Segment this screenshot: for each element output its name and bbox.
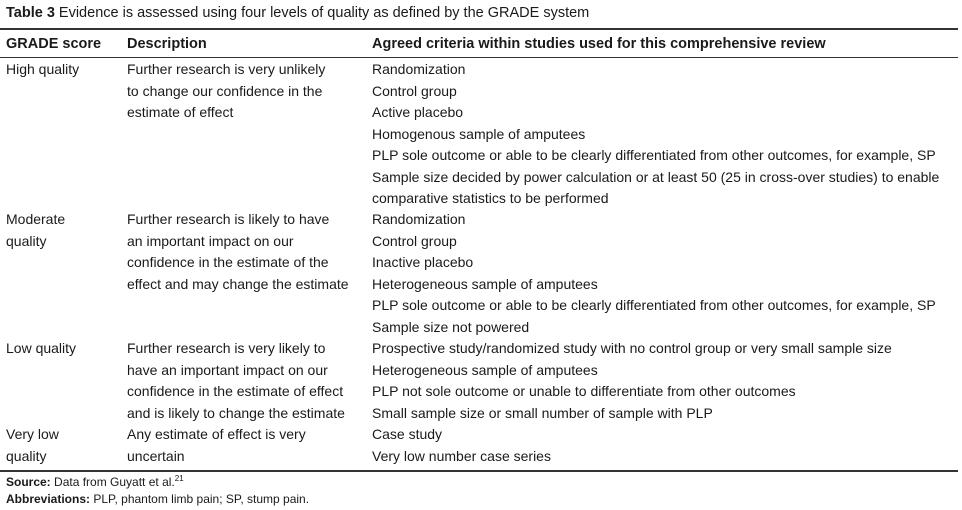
row-low-criteria xyxy=(372,338,892,424)
row-low-score xyxy=(6,338,76,360)
abbreviations-text: PLP, phantom limb pain; SP, stump pain. xyxy=(90,492,310,506)
criteria-line: Heterogeneous sample of amputees xyxy=(372,361,598,378)
criteria-line: Control group xyxy=(372,232,457,249)
criteria-line: PLP sole outcome or able to be clearly differentiated from other outcomes, for example, SP xyxy=(372,147,936,163)
row-high-score xyxy=(6,59,79,81)
criteria-line: Prospective study/randomized study with no control group or very small sample size xyxy=(372,340,892,356)
description-line: to change our confidence in the xyxy=(127,82,323,99)
header-grade-score: GRADE score xyxy=(6,36,102,52)
score-line: Moderate xyxy=(6,211,66,227)
criteria-line: PLP sole outcome or able to be clearly differentiated from other outcomes, for example, SP xyxy=(372,297,936,313)
score-line: quality xyxy=(6,232,47,249)
criteria-line: Heterogeneous sample of amputees xyxy=(372,275,598,292)
table-caption xyxy=(6,3,589,23)
row-moderate-criteria xyxy=(372,209,936,338)
table-header-rule xyxy=(0,57,958,58)
score-line: quality xyxy=(6,447,47,464)
criteria-line: Very low number case series xyxy=(372,447,551,464)
description-line: effect and may change the estimate xyxy=(127,275,349,292)
table-caption-label: Table 3 xyxy=(6,5,55,21)
table-caption-text: Evidence is assessed using four levels of quality as defined by the GRADE system xyxy=(54,5,590,21)
row-very-low-criteria xyxy=(372,424,551,467)
criteria-line: Control group xyxy=(372,82,457,99)
description-line: confidence in the estimate of effect xyxy=(127,383,344,399)
header-description: Description xyxy=(127,36,207,52)
criteria-line: Randomization xyxy=(372,61,466,77)
row-moderate-description xyxy=(127,209,349,295)
description-line: Further research is very likely to xyxy=(127,340,326,356)
description-line: uncertain xyxy=(127,447,185,464)
row-high-description xyxy=(127,59,325,124)
table-bottom-rule xyxy=(0,470,958,472)
row-low-description xyxy=(127,338,345,424)
row-high-criteria xyxy=(372,59,939,210)
score-line: High quality xyxy=(6,61,80,77)
score-line: Low quality xyxy=(6,340,77,356)
description-line: an important impact on our xyxy=(127,232,294,249)
row-very-low-score xyxy=(6,424,59,467)
source-label: Source: xyxy=(6,475,51,489)
description-line: and is likely to change the estimate xyxy=(127,404,345,421)
description-line: have an important impact on our xyxy=(127,361,328,378)
description-line: Any estimate of effect is very xyxy=(127,426,306,442)
criteria-line: Sample size not powered xyxy=(372,318,530,335)
criteria-line: Sample size decided by power calculation or at least 50 (25 in cross-over studies) to enable xyxy=(372,168,940,185)
description-line: confidence in the estimate of the xyxy=(127,254,329,270)
criteria-line: PLP not sole outcome or unable to differentiate from other outcomes xyxy=(372,383,796,399)
row-very-low-description xyxy=(127,424,306,467)
table-source-note xyxy=(6,474,184,490)
description-line: Further research is likely to have xyxy=(127,211,330,227)
criteria-line: comparative statistics to be performed xyxy=(372,190,609,206)
criteria-line: Small sample size or small number of sample with PLP xyxy=(372,404,713,421)
criteria-line: Active placebo xyxy=(372,104,464,120)
row-moderate-score xyxy=(6,209,65,252)
header-criteria: Agreed criteria within studies used for this comprehensive review xyxy=(372,36,826,52)
table-abbreviations-note xyxy=(6,491,309,507)
criteria-line: Case study xyxy=(372,426,443,442)
description-line: Further research is very unlikely xyxy=(127,61,326,77)
source-reference: 21 xyxy=(174,474,184,483)
source-text: Data from Guyatt et al. xyxy=(50,475,175,489)
criteria-line: Homogenous sample of amputees xyxy=(372,125,586,142)
score-line: Very low xyxy=(6,426,59,442)
description-line: estimate of effect xyxy=(127,104,234,120)
criteria-line: Inactive placebo xyxy=(372,254,474,270)
table-top-rule xyxy=(0,28,958,30)
abbreviations-label: Abbreviations: xyxy=(6,492,91,506)
criteria-line: Randomization xyxy=(372,211,466,227)
